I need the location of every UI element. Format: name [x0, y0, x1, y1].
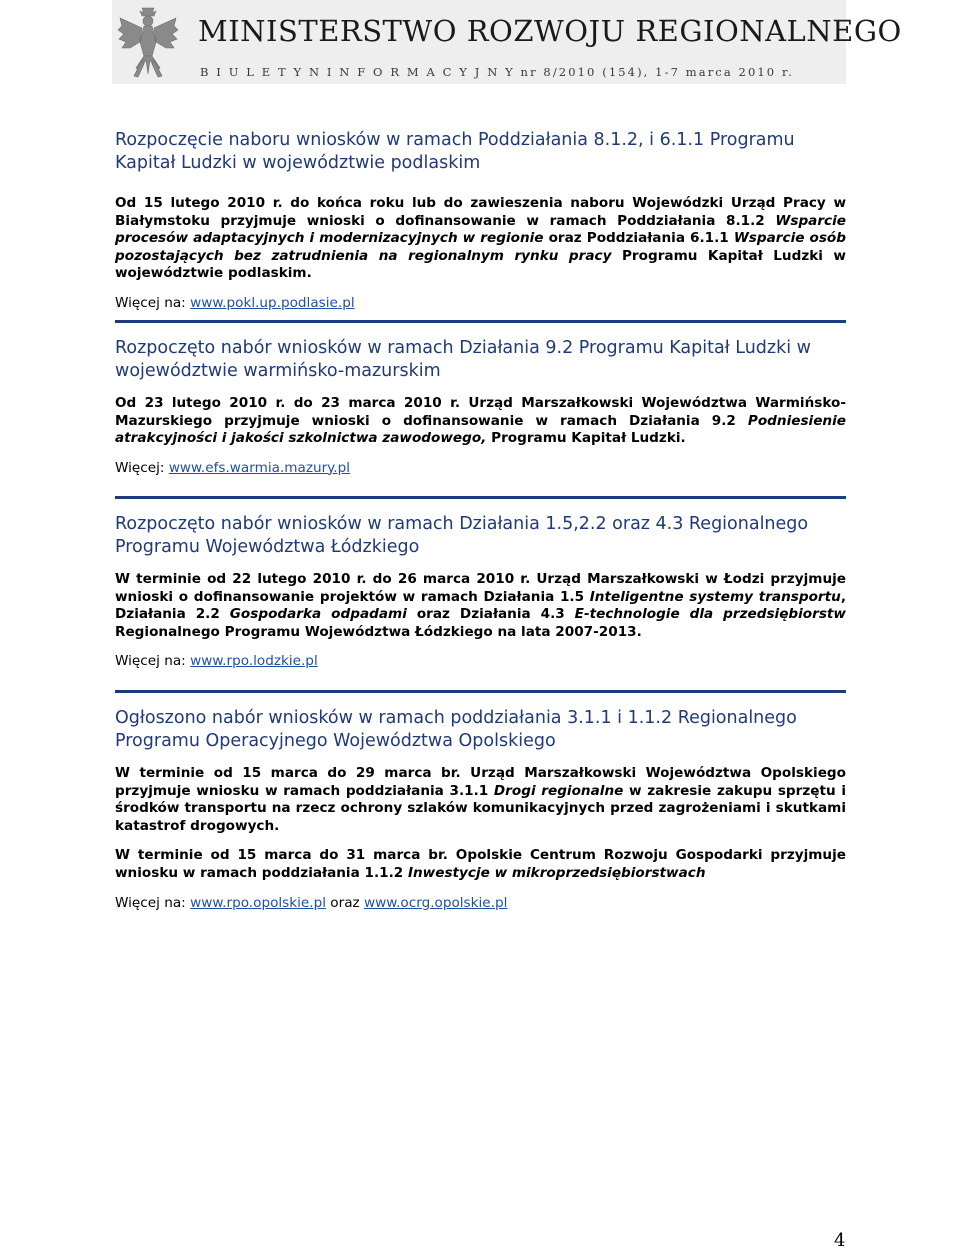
section-body: [115, 195, 846, 283]
section-lodzkie: [115, 513, 846, 671]
section-title: Rozpoczęto nabór wniosków w ramach Działania 1.5,2.2 oraz 4.3 Regionalnego Programu Województwa Łódzkiego: [115, 514, 809, 557]
more-info: [115, 895, 846, 913]
section-divider: [115, 690, 846, 693]
body-text: Od 15 lutego 2010 r. do końca roku lub do zawieszenia naboru Wojewódzki Urząd Pracy w Białymstoku przyjmuje wnioski o dofinansowanie w ramach Poddziałania 8.1.2: [115, 195, 846, 229]
link-pokl-podlasie[interactable]: www.pokl.up.podlasie.pl: [190, 294, 355, 311]
body-text: W terminie od 15 marca do 31 marca br. Opolskie Centrum Rozwoju Gospodarki przyjmuje wniosku w ramach poddziałania 1.1.2: [115, 847, 846, 881]
body-text: W terminie od 22 lutego 2010 r. do 26 marca 2010 r. Urząd Marszałkowski w Łodzi przyjmuje wnioski o dofinansowanie projektów w ramach Działania 1.5: [115, 571, 846, 605]
more-label: Więcej:: [115, 459, 169, 476]
header-banner: [112, 0, 902, 84]
section-title: Rozpoczęto nabór wniosków w ramach Działania 9.2 Programu Kapitał Ludzki w województwie warmińsko-mazurskim: [115, 338, 811, 381]
section-warminsko-mazurskie: [115, 337, 846, 477]
more-info: [115, 295, 846, 313]
body-italic: Inteligentne systemy transportu: [589, 588, 841, 605]
body-italic: Inwestycje w mikroprzedsiębiorstwach: [407, 864, 706, 881]
section-podlaskie: [115, 129, 846, 313]
body-italic: Wsparcie osób pozostających bez zatrudnienia na regionalnym rynku pracy: [115, 230, 846, 264]
more-info: [115, 460, 846, 478]
body-italic: Drogi regionalne: [493, 782, 624, 799]
link-rpo-lodzkie[interactable]: www.rpo.lodzkie.pl: [190, 653, 318, 670]
section-body: [115, 571, 846, 641]
body-text: Od 23 lutego 2010 r. do 23 marca 2010 r. Urząd Marszałkowski Województwa Warmińsko-Mazurskiego przyjmuje wnioski o dofinansowanie w ramach Działania 9.2: [115, 395, 846, 429]
body-text: Programu Kapitał Ludzki w województwie podlaskim.: [115, 247, 846, 282]
more-label: Więcej na:: [115, 653, 191, 670]
more-label: Więcej na:: [115, 294, 191, 311]
body-text: , Działania 2.2: [115, 588, 846, 623]
body-italic: E-technologie dla przedsiębiorstw: [574, 606, 846, 623]
section-body: [115, 395, 846, 448]
more-label: Więcej na:: [115, 894, 191, 911]
ministry-name: MINISTERSTWO ROZWOJU REGIONALNEGO: [198, 14, 902, 48]
body-text: oraz Poddziałania 6.1.1: [543, 230, 734, 247]
body-text: Programu Kapitał Ludzki.: [486, 430, 686, 447]
link-ocrg-opolskie[interactable]: www.ocrg.opolskie.pl: [364, 894, 508, 911]
body-text: Regionalnego Programu Województwa Łódzkiego na lata 2007-2013.: [115, 623, 642, 640]
body-text: W terminie od 15 marca do 29 marca br. Urząd Marszałkowski Województwa Opolskiego przyjmuje wniosku w ramach poddziałania 3.1.1: [115, 765, 846, 799]
body-text: oraz Działania 4.3: [406, 606, 575, 623]
section-divider: [115, 320, 846, 323]
section-body: [115, 765, 846, 835]
section-divider: [115, 496, 846, 499]
section-title: Ogłoszono nabór wniosków w ramach poddziałania 3.1.1 i 1.1.2 Regionalnego Programu Operacyjnego Województwa Opolskiego: [115, 708, 797, 751]
link-efs-warmia[interactable]: www.efs.warmia.mazury.pl: [168, 459, 351, 476]
section-body-2: [115, 847, 846, 882]
eagle-emblem-icon: [116, 4, 180, 80]
link-rpo-opolskie[interactable]: www.rpo.opolskie.pl: [190, 894, 326, 911]
more-info: [115, 653, 846, 671]
body-italic: Podniesienie atrakcyjności i jakości szkolnictwa zawodowego,: [115, 412, 846, 447]
section-title: Rozpoczęcie naboru wniosków w ramach Poddziałania 8.1.2, i 6.1.1 Programu Kapitał Ludzki w województwie podlaskim: [115, 130, 795, 173]
bulletin-info: B I U L E T Y N I N F O R M A C Y J N Y nr 8/2010 (154), 1-7 marca 2010 r.: [200, 65, 795, 79]
conjunction-text: oraz: [325, 894, 364, 911]
section-opolskie: [115, 707, 846, 912]
body-italic: Wsparcie procesów adaptacyjnych i modernizacyjnych w regionie: [115, 212, 846, 247]
body-italic: Gospodarka odpadami: [229, 606, 407, 623]
body-text: w zakresie zakupu sprzętu i środków transportu na rzecz ochrony szlaków komunikacyjnych przed zagrożeniami i skutkami katastrof drogowych.: [115, 782, 846, 834]
page-number: 4: [834, 1230, 846, 1251]
